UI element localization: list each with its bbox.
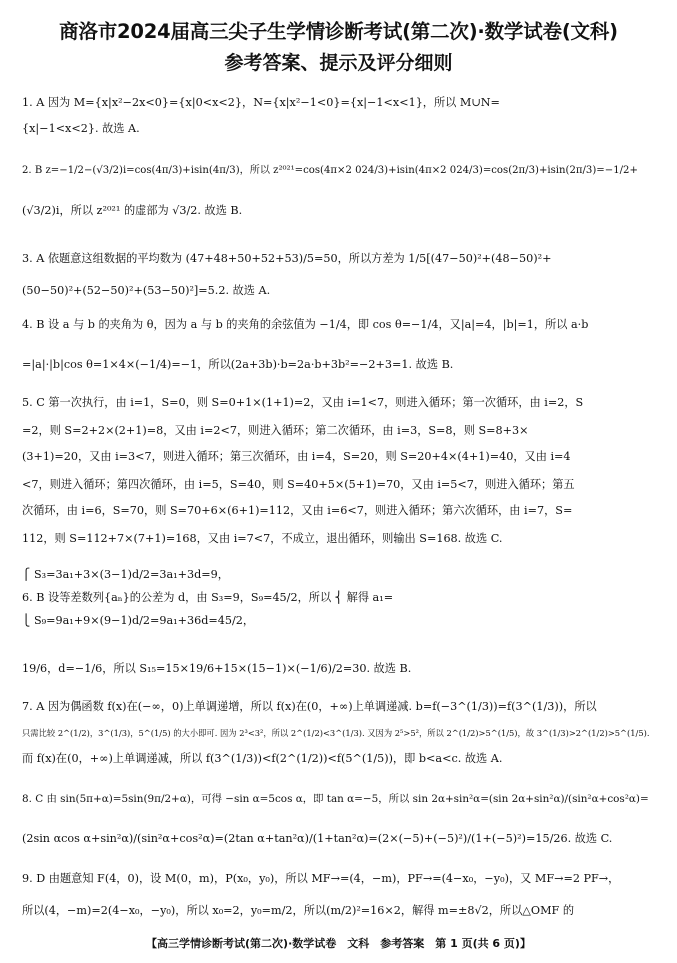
answer-9-line-1: 9. D 由题意知 F(4，0)，设 M(0，m)，P(x₀，y₀)，所以 MF→=(4，−m)，PF→=(4−x₀，−y₀)，又 MF→=2 PF→， [22, 872, 620, 885]
answer-1-line-2: {x|−1<x<2}. 故选 A. [22, 122, 140, 135]
document-subtitle: 参考答案、提示及评分细则 [224, 52, 453, 74]
answer-1-line-1: 1. A 因为 M={x|x²−2x<0}={x|0<x<2}，N={x|x²−1<0}={x|−1<x<1}，所以 M∪N= [22, 96, 500, 109]
answer-8-line-2: (2sin αcos α+sin²α)/(sin²α+cos²α)=(2tan α+tan²α)/(1+tan²α)=(2×(−5)+(−5)²)/(1+(−5)²)=15/26. 故选 C. [22, 832, 613, 845]
answer-5-line-3: (3+1)=20，又由 i=3<7，则进入循环；第三次循环，由 i=4，S=20，则 S=20+4×(4+1)=40，又由 i=4 [22, 450, 571, 463]
answer-5-line-1: 5. C 第一次执行，由 i=1，S=0，则 S=0+1×(1+1)=2，又由 i=1<7，则进入循环；第一次循环，由 i=2，S [22, 396, 584, 409]
answer-6-line-1: ⎧ S₃=3a₁+3×(3−1)d/2=3a₁+3d=9， [22, 568, 229, 581]
page-footer: 【高三学情诊断考试(第二次)·数学试卷 文科 参考答案 第 1 页(共 6 页)】 [146, 937, 531, 950]
answer-7-line-3: 而 f(x)在(0，+∞)上单调递减，所以 f(3^(1/3))<f(2^(1/2))<f(5^(1/5))，即 b<a<c. 故选 A. [22, 752, 503, 765]
answer-4-line-1: 4. B 设 a 与 b 的夹角为 θ，因为 a 与 b 的夹角的余弦值为 −1/4，即 cos θ=−1/4，又|a|=4，|b|=1，所以 a·b [22, 318, 589, 331]
answer-6-line-4: 19/6，d=−1/6，所以 S₁₅=15×19/6+15×(15−1)×(−1/6)/2=30. 故选 B. [22, 662, 412, 675]
answer-5-line-5: 次循环，由 i=6，S=70，则 S=70+6×(6+1)=112，又由 i=6<7，则进入循环；第六次循环，由 i=7，S= [22, 504, 573, 517]
document-title: 商洛市2024届高三尖子生学情诊断考试(第二次)·数学试卷(文科) [59, 20, 618, 43]
answer-3-line-2: (50−50)²+(52−50)²+(53−50)²]=5.2. 故选 A. [22, 284, 271, 297]
answer-7-line-1: 7. A 因为偶函数 f(x)在(−∞，0)上单调递增，所以 f(x)在(0，+∞)上单调递减. b=f(−3^(1/3))=f(3^(1/3))，所以 [22, 700, 597, 713]
answer-6-line-3: ⎩ S₉=9a₁+9×(9−1)d/2=9a₁+36d=45/2， [22, 614, 255, 627]
answer-2-line-2: (√3/2)i，所以 z²⁰²¹ 的虚部为 √3/2. 故选 B. [22, 204, 243, 217]
answer-8-line-1: 8. C 由 sin(5π+α)=5sin(9π/2+α)，可得 −sin α=5cos α，即 tan α=−5，所以 sin 2α+sin²α=(sin 2α+sin²α)/(sin²α+cos²α)= [22, 793, 649, 805]
answer-5-line-2: =2，则 S=2+2×(2+1)=8，又由 i=2<7，则进入循环；第二次循环，由 i=3，S=8，则 S=8+3× [22, 424, 529, 437]
answer-7-line-2: 只需比较 2^(1/2)，3^(1/3)，5^(1/5) 的大小即可. 因为 2³<3²，所以 2^(1/2)<3^(1/3). 又因为 2⁵>5²，所以 2^(1/2)>5^(1/5)，故 3^(1/3)>2^(1/2)>5^(1/5). [22, 728, 650, 738]
answer-9-line-2: 所以(4，−m)=2(4−x₀，−y₀)，所以 x₀=2，y₀=m/2，所以(m/2)²=16×2，解得 m=±8√2，所以△OMF 的 [22, 904, 575, 917]
answer-5-line-4: <7，则进入循环；第四次循环，由 i=5，S=40，则 S=40+5×(5+1)=70，又由 i=5<7，则进入循环；第五 [22, 478, 575, 491]
answer-4-line-2: =|a|·|b|cos θ=1×4×(−1/4)=−1，所以(2a+3b)·b=2a·b+3b²=−2+3=1. 故选 B. [22, 358, 454, 371]
answer-5-line-6: 112，则 S=112+7×(7+1)=168，又由 i=7<7，不成立，退出循环，则输出 S=168. 故选 C. [22, 532, 503, 545]
answer-3-line-1: 3. A 依题意这组数据的平均数为 (47+48+50+52+53)/5=50，所以方差为 1/5[(47−50)²+(48−50)²+ [22, 252, 552, 265]
answer-6-line-2: 6. B 设等差数列{aₙ}的公差为 d，由 S₃=9，S₉=45/2，所以 ⎨ 解得 a₁= [22, 591, 394, 604]
answer-2-line-1: 2. B z=−1/2−(√3/2)i=cos(4π/3)+isin(4π/3)，所以 z²⁰²¹=cos(4π×2 024/3)+isin(4π×2 024/3)=cos(2π/3)+isin(2π/3)=−1/2+ [22, 165, 638, 176]
